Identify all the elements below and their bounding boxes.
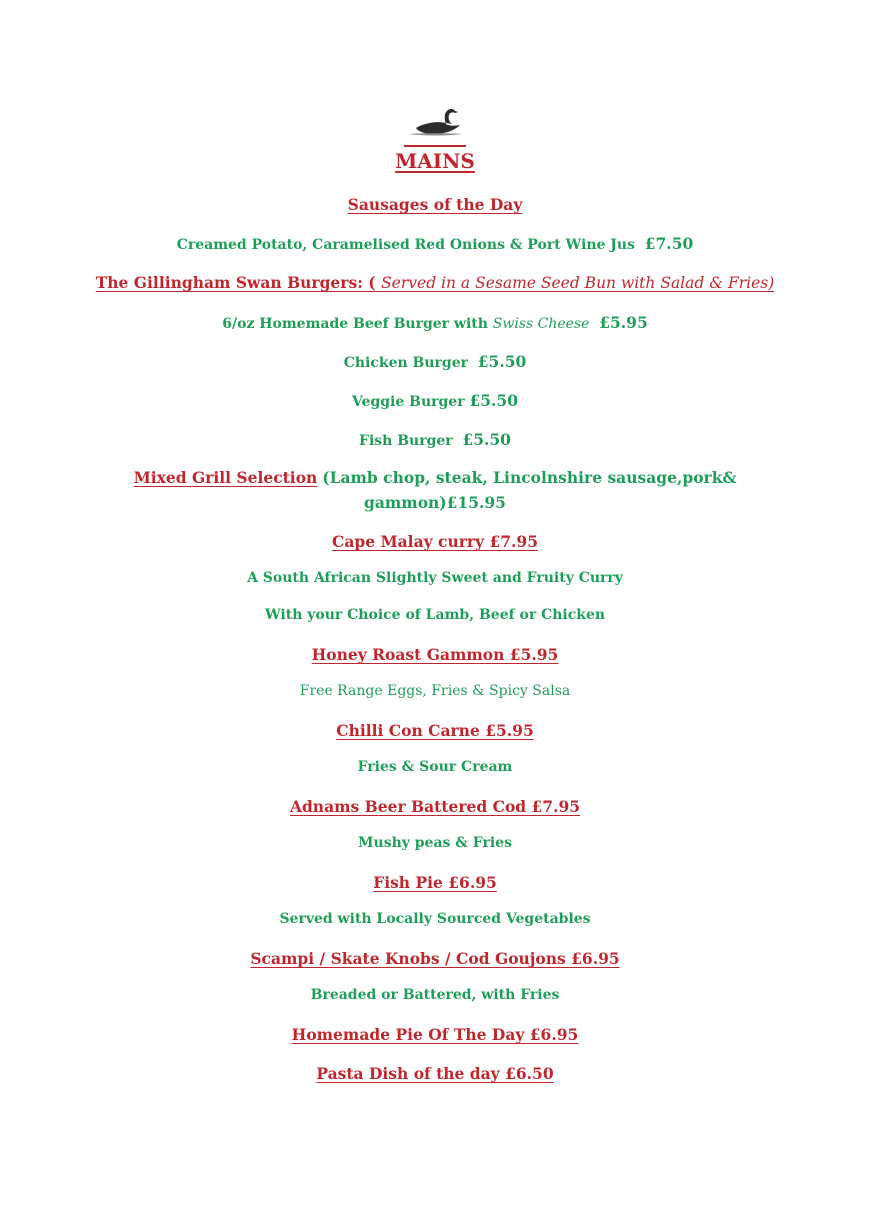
cape-malay-heading: Cape Malay curry £7.95	[332, 532, 538, 551]
beef-burger-cheese: Swiss Cheese	[492, 316, 590, 332]
pasta-heading: Pasta Dish of the day £6.50	[316, 1064, 554, 1083]
chilli-desc: Fries & Sour Cream	[357, 759, 513, 775]
sausages-price: £7.50	[644, 234, 694, 253]
page-title: MAINS	[395, 149, 475, 173]
chicken-burger-text: Chicken Burger	[343, 355, 468, 371]
burgers-heading-text: The Gillingham Swan Burgers: (	[95, 273, 376, 292]
chilli-heading: Chilli Con Carne £5.95	[336, 721, 534, 740]
sausages-heading: Sausages of the Day	[347, 195, 523, 214]
cape-malay-desc-2: With your Choice of Lamb, Beef or Chicken	[264, 607, 606, 623]
fish-pie-heading: Fish Pie £6.95	[373, 873, 497, 892]
fish-burger-price: £5.50	[462, 430, 511, 449]
veggie-burger-price: £5.50	[469, 391, 519, 410]
cod-desc: Mushy peas & Fries	[358, 835, 512, 851]
beef-burger-line	[0, 313, 870, 332]
chicken-burger-price: £5.50	[477, 352, 527, 371]
veggie-burger-text: Veggie Burger	[351, 394, 465, 410]
scampi-heading: Scampi / Skate Knobs / Cod Goujons £6.95	[250, 949, 620, 968]
mixed-grill-desc-2: gammon)£15.95	[364, 493, 506, 512]
sausages-description	[0, 234, 870, 253]
mixed-grill-line-1	[0, 468, 870, 487]
fish-burger-text: Fish Burger	[359, 433, 453, 449]
mixed-grill-desc-1: (Lamb chop, steak, Lincolnshire sausage,pork&	[322, 468, 737, 487]
burgers-heading	[0, 273, 870, 292]
chicken-burger-line	[0, 352, 870, 371]
pie-of-day-heading: Homemade Pie Of The Day £6.95	[291, 1025, 579, 1044]
cape-malay-desc-1: A South African Slightly Sweet and Fruity Curry	[247, 570, 623, 586]
sausages-desc-text: Creamed Potato, Caramelised Red Onions & Port Wine Jus	[176, 237, 635, 253]
beef-burger-price: £5.95	[599, 313, 648, 332]
fish-burger-line	[0, 430, 870, 449]
beef-burger-text: 6/oz Homemade Beef Burger with	[222, 316, 488, 332]
swan-icon	[404, 104, 466, 148]
veggie-burger-line	[0, 391, 870, 410]
fish-pie-desc: Served with Locally Sourced Vegetables	[279, 911, 591, 927]
mixed-grill-line-2	[0, 493, 870, 512]
burgers-heading-note: Served in a Sesame Seed Bun with Salad & Fries)	[381, 274, 775, 292]
gammon-desc: Free Range Eggs, Fries & Spicy Salsa	[299, 683, 571, 699]
gammon-heading: Honey Roast Gammon £5.95	[311, 645, 559, 664]
scampi-desc: Breaded or Battered, with Fries	[310, 987, 560, 1003]
cod-heading: Adnams Beer Battered Cod £7.95	[289, 797, 581, 816]
mixed-grill-heading: Mixed Grill Selection	[133, 468, 318, 487]
